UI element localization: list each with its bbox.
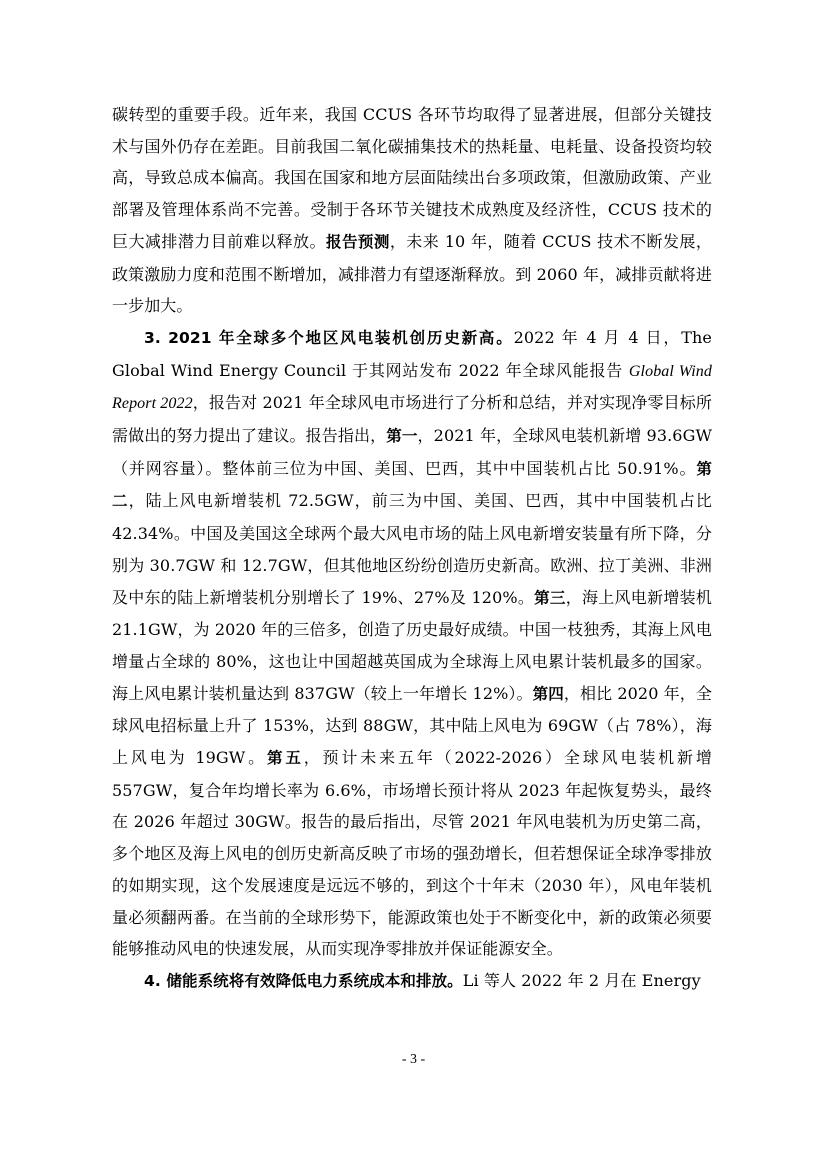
paragraph-ccus [112,99,712,322]
text-run: ，2021 年，全球风电装机新增 93.6GW（并网容量）。整体前三位为中国、美国、巴西，其中中国装机占比 50.91%。 [112,426,712,478]
document-body [112,99,712,998]
bold-point-5: 第五 [266,749,304,768]
text-run: 2022 年 4 月 4 日，The Global Wind Energy Council 于其网站发布 2022 年全球风能报告 [112,327,712,380]
section-heading: 4. 储能系统将有效降低电力系统成本和排放。 [144,971,463,990]
text-run: ，报告对 2021 年全球风电市场进行了分析和总结，并对实现净零目标所需做出的努力提出了建议。报告指出， [112,393,712,446]
paragraph-energy-storage [112,965,712,998]
bold-point-1: 第一 [386,427,418,446]
text-run: ，预计未来五年（2022-2026）全球风电装机新增 557GW，复合年均增长率为 6.6%，市场增长预计将从 2023 年起恢复势头，最终在 2026 年超过 30GW。报告的最后指出，尽管 2021 年风电装机为历史第二高，多个地区及海上风电的创历史新高反映了市场的强劲增长，但若想保证全球净零排放的如期实现，这个发展速度是远远不够的，到这个十年末（2030 年），风电年装机量必须翻两番。在当前的全球形势下，能源政策也处于不断变化中，新的政策必须要能够推动风电的快速发展，从而实现净零排放并保证能源安全。 [112,748,712,959]
page-number: - 3 - [401,1052,426,1067]
text-run: ，未来 10 年，随着 CCUS 技术不断发展，政策激励力度和范围不断增加，减排潜力有望逐渐释放。到 2060 年，减排贡献将进一步加大。 [112,231,712,316]
text-run: ，陆上风电新增装机 72.5GW，前三为中国、美国、巴西，其中中国装机占比 42.34%。中国及美国这全球两个最大风电市场的陆上风电新增安装量有所下降，分别为 30.7GW 和 12.7GW，但其他地区纷纷创造历史新高。欧洲、拉丁美洲、非洲及中东的陆上新增装机分别增长了 19%、27%及 120%。 [112,491,712,607]
bold-point-4: 第四 [532,684,564,703]
section-heading: 3. 2021 年全球多个地区风电装机创历史新高。 [144,328,514,347]
text-run: ，海上风电新增装机 21.1GW，为 2020 年的三倍多，创造了历史最好成绩。中国一枝独秀，其海上风电增量占全球的 80%，这也让中国超越英国成为全球海上风电累计装机最多的国家。海上风电累计装机量达到 837GW（较上一年增长 12%）。 [112,587,713,703]
text-run: 碳转型的重要手段。近年来，我国 CCUS 各环节均取得了显著进展，但部分关键技术与国外仍存在差距。目前我国二氧化碳捕集技术的热耗量、电耗量、设备投资均较高，导致总成本偏高。我国在国家和地方层面陆续出台多项政策，但激励政策、产业部署及管理体系尚不完善。受制于各环节关键技术成熟度及经济性，CCUS 技术的巨大减排潜力目前难以释放。 [112,105,712,251]
bold-point-2: 第二 [112,459,712,511]
report-title: Global Wind Report 2022 [112,362,713,413]
bold-point-3: 第三 [534,588,566,607]
paragraph-wind-power [112,322,712,965]
text-run: Li 等人 2022 年 2 月在 Energy [462,970,701,990]
bold-phrase: 报告预测 [325,232,390,251]
text-run: ，相比 2020 年，全球风电招标量上升了 153%，达到 88GW，其中陆上风电为 69GW（占 78%），海上风电为 19GW。 [112,683,712,768]
